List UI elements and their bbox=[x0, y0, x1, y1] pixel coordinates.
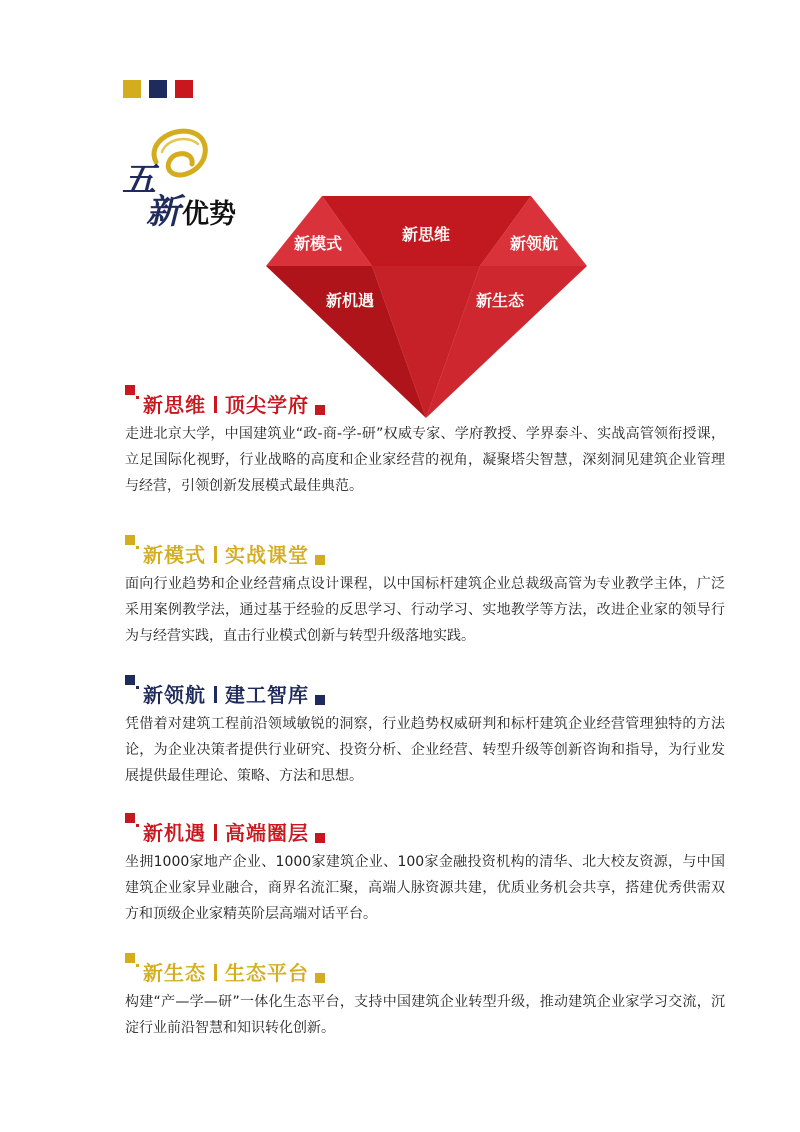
section-title-main: 新思维 bbox=[143, 393, 206, 417]
title-separator bbox=[214, 964, 217, 981]
accent-square bbox=[125, 813, 135, 823]
accent-square-end bbox=[315, 973, 325, 983]
diamond-label-new-model: 新模式 bbox=[293, 234, 343, 253]
accent-square bbox=[125, 385, 135, 395]
section-title bbox=[143, 679, 325, 708]
diamond-label-new-thinking: 新思维 bbox=[401, 225, 451, 244]
title-separator bbox=[214, 824, 217, 841]
section-new-model bbox=[125, 535, 725, 649]
section-heading bbox=[125, 813, 725, 843]
accent-square bbox=[125, 675, 135, 685]
section-title-sub: 高端圈层 bbox=[225, 821, 309, 845]
accent-square-end bbox=[315, 695, 325, 705]
section-title-sub: 顶尖学府 bbox=[225, 393, 309, 417]
section-heading bbox=[125, 675, 725, 705]
accent-dot bbox=[136, 396, 139, 399]
section-title bbox=[143, 957, 325, 986]
title-separator bbox=[214, 546, 217, 563]
section-title-sub: 生态平台 bbox=[225, 961, 309, 985]
accent-dot bbox=[136, 964, 139, 967]
section-body: 坐拥1000家地产企业、1000家建筑企业、100家金融投资机构的清华、北大校友资源，与中国建筑企业家异业融合，商界名流汇聚，高端人脉资源共建，优质业务机会共享，搭建优秀供需双方和顶级企业家精英阶层高端对话平台。 bbox=[125, 854, 725, 922]
title-separator bbox=[214, 686, 217, 703]
accent-dot bbox=[136, 546, 139, 549]
accent-square bbox=[125, 953, 135, 963]
section-heading bbox=[125, 385, 725, 415]
section-new-ecology bbox=[125, 953, 725, 1041]
section-title-main: 新模式 bbox=[143, 543, 206, 567]
accent-square-end bbox=[315, 405, 325, 415]
logo-char-new: 新 bbox=[146, 192, 180, 232]
section-body: 走进北京大学，中国建筑业“政-商-学-研”权威专家、学府教授、学界泰斗、实战高管领衔授课，立足国际化视野，行业战略的高度和企业家经营的视角，凝聚塔尖智慧，深刻洞见建筑企业管理与经营，引领创新发展模式最佳典范。 bbox=[125, 426, 725, 494]
section-heading bbox=[125, 535, 725, 565]
section-body: 凭借着对建筑工程前沿领域敏锐的洞察，行业趋势权威研判和标杆建筑企业经营管理独特的方法论，为企业决策者提供行业研究、投资分析、企业经营、转型升级等创新咨询和指导，为行业发展提供最佳理论、策略、方法和思想。 bbox=[125, 716, 725, 784]
section-new-thinking bbox=[125, 385, 725, 499]
diamond-label-new-navigation: 新领航 bbox=[509, 234, 559, 253]
section-title-main: 新领航 bbox=[143, 683, 206, 707]
section-title-main: 新机遇 bbox=[143, 821, 206, 845]
five-new-advantages-logo bbox=[118, 122, 248, 232]
section-title bbox=[143, 817, 325, 846]
section-body: 面向行业趋势和企业经营痛点设计课程，以中国标杆建筑企业总裁级高管为专业教学主体，广泛采用案例教学法，通过基于经验的反思学习、行动学习、实地教学等方法，改进企业家的领导行为与经营实践，直击行业模式创新与转型升级落地实践。 bbox=[125, 576, 725, 644]
section-title-sub: 实战课堂 bbox=[225, 543, 309, 567]
logo-text-advantages: 优势 bbox=[182, 199, 236, 230]
logo-char-five: 五 bbox=[122, 160, 156, 200]
accent-square-end bbox=[315, 833, 325, 843]
section-new-navigation bbox=[125, 675, 725, 789]
accent-square bbox=[125, 535, 135, 545]
diamond-label-new-opportunity: 新机遇 bbox=[325, 291, 375, 310]
section-body: 构建“产—学—研”一体化生态平台，支持中国建筑企业转型升级，推动建筑企业家学习交流，沉淀行业前沿智慧和知识转化创新。 bbox=[125, 994, 725, 1036]
section-title bbox=[143, 389, 325, 418]
accent-dot bbox=[136, 824, 139, 827]
title-separator bbox=[214, 396, 217, 413]
diamond-label-new-ecology: 新生态 bbox=[475, 291, 525, 310]
swatch-navy bbox=[149, 80, 167, 98]
section-new-opportunity bbox=[125, 813, 725, 927]
color-swatches bbox=[123, 80, 193, 98]
accent-dot bbox=[136, 686, 139, 689]
swatch-red bbox=[175, 80, 193, 98]
swatch-gold bbox=[123, 80, 141, 98]
section-heading bbox=[125, 953, 725, 983]
section-title-sub: 建工智库 bbox=[225, 683, 309, 707]
accent-square-end bbox=[315, 555, 325, 565]
section-title bbox=[143, 539, 325, 568]
section-title-main: 新生态 bbox=[143, 961, 206, 985]
